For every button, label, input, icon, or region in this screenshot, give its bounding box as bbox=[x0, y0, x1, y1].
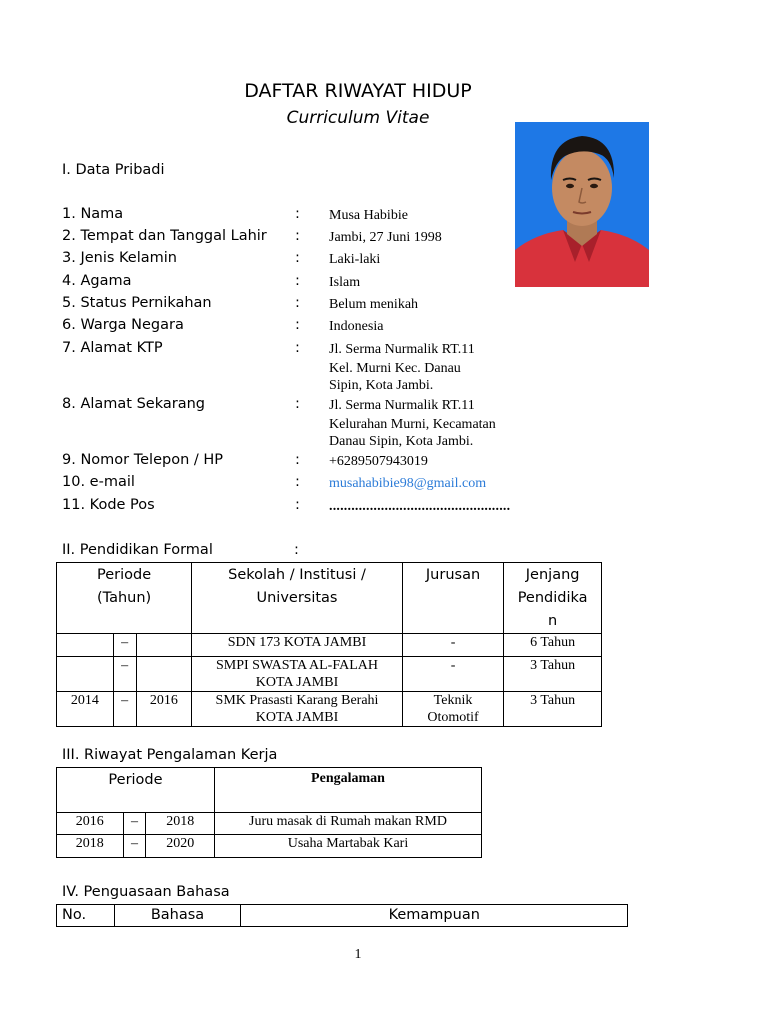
education-table bbox=[56, 562, 602, 727]
cell-experience: Juru masak di Rumah makan RMD bbox=[215, 813, 482, 835]
section-heading-language: IV. Penguasaan Bahasa bbox=[62, 884, 230, 900]
personal-row-name bbox=[62, 206, 562, 228]
table-row bbox=[57, 634, 602, 657]
personal-colon: : bbox=[295, 228, 300, 244]
personal-colon: : bbox=[295, 474, 300, 490]
header-text: Pendidika bbox=[517, 590, 588, 606]
header-cell-pengalaman bbox=[215, 768, 482, 813]
header-text: Periode bbox=[108, 772, 163, 788]
personal-row-ktp-address bbox=[62, 340, 562, 396]
email-link[interactable]: musahabibie98@gmail.com bbox=[329, 476, 487, 491]
cell-to bbox=[136, 657, 192, 692]
header-text: Jurusan bbox=[425, 567, 481, 583]
header-text: (Tahun) bbox=[96, 590, 152, 606]
personal-value: Laki-laki bbox=[329, 252, 381, 267]
personal-label: 7. Alamat KTP bbox=[62, 340, 163, 356]
personal-row-postal-code bbox=[62, 497, 562, 519]
cell-line: SDN 173 KOTA JAMBI bbox=[227, 635, 367, 650]
cell-major bbox=[402, 634, 503, 657]
personal-row-email bbox=[62, 474, 562, 496]
section-heading-personal: I. Data Pribadi bbox=[62, 162, 165, 178]
personal-row-religion bbox=[62, 273, 562, 295]
header-cell-bahasa: Bahasa bbox=[114, 905, 241, 927]
personal-label: 8. Alamat Sekarang bbox=[62, 396, 205, 412]
personal-colon: : bbox=[295, 497, 300, 513]
header-cell-kemampuan: Kemampuan bbox=[241, 905, 628, 927]
language-table bbox=[56, 904, 628, 927]
table-row bbox=[57, 657, 602, 692]
header-cell-no: No. bbox=[57, 905, 115, 927]
cell-to bbox=[136, 634, 192, 657]
personal-value: ................................................. bbox=[329, 499, 511, 514]
personal-value: Belum menikah bbox=[329, 297, 419, 312]
cell-line: SMPI SWASTA AL-FALAH bbox=[216, 658, 378, 673]
personal-value-line: Kel. Murni Kec. Danau bbox=[329, 361, 461, 376]
personal-row-gender bbox=[62, 250, 562, 272]
table-row bbox=[57, 692, 602, 727]
personal-label: 3. Jenis Kelamin bbox=[62, 250, 177, 266]
header-cell-jurusan bbox=[402, 563, 503, 634]
personal-value-line: Kelurahan Murni, Kecamatan bbox=[329, 417, 496, 432]
cell-dash: – bbox=[123, 835, 146, 858]
personal-label: 9. Nomor Telepon / HP bbox=[62, 452, 224, 468]
personal-colon: : bbox=[295, 250, 300, 266]
section-heading-education: II. Pendidikan Formal bbox=[62, 542, 213, 558]
header-cell-sekolah bbox=[192, 563, 403, 634]
header-text: Jenjang bbox=[525, 567, 580, 583]
cell-dash: – bbox=[123, 813, 146, 835]
personal-row-citizenship bbox=[62, 317, 562, 339]
cell-level: 3 Tahun bbox=[504, 692, 602, 727]
cell-dash: – bbox=[113, 657, 136, 692]
cell-from bbox=[57, 634, 114, 657]
header-cell-jenjang bbox=[504, 563, 602, 634]
personal-label: 2. Tempat dan Tanggal Lahir bbox=[62, 228, 267, 244]
table-header-row bbox=[57, 563, 602, 634]
header-text: n bbox=[548, 613, 558, 629]
personal-label: 4. Agama bbox=[62, 273, 132, 289]
personal-value-line: Jl. Serma Nurmalik RT.11 bbox=[329, 398, 475, 413]
header-cell-periode bbox=[57, 563, 192, 634]
personal-row-marital bbox=[62, 295, 562, 317]
cell-school bbox=[192, 634, 403, 657]
personal-label: 10. e-mail bbox=[62, 474, 135, 490]
personal-label: 11. Kode Pos bbox=[62, 497, 155, 513]
document-subtitle: Curriculum Vitae bbox=[286, 108, 430, 128]
personal-value-line: Sipin, Kota Jambi. bbox=[329, 378, 434, 393]
section-heading-education-colon: : bbox=[294, 542, 299, 558]
cell-line: - bbox=[450, 635, 456, 650]
cell-from: 2016 bbox=[57, 813, 124, 835]
table-row bbox=[57, 813, 482, 835]
personal-row-birth bbox=[62, 228, 562, 250]
cell-level: 3 Tahun bbox=[504, 657, 602, 692]
cell-line: Teknik bbox=[433, 693, 473, 708]
cell-from: 2014 bbox=[57, 692, 114, 727]
cell-line: KOTA JAMBI bbox=[255, 710, 339, 725]
personal-colon: : bbox=[295, 295, 300, 311]
header-text: Periode bbox=[97, 567, 152, 583]
cell-to: 2016 bbox=[136, 692, 192, 727]
table-header-row bbox=[57, 905, 628, 927]
cell-dash: – bbox=[113, 634, 136, 657]
personal-value-line: Jl. Serma Nurmalik RT.11 bbox=[329, 342, 475, 357]
personal-value: Musa Habibie bbox=[329, 208, 408, 223]
personal-value: Jambi, 27 Juni 1998 bbox=[329, 230, 442, 245]
cell-level: 6 Tahun bbox=[504, 634, 602, 657]
header-text: Pengalaman bbox=[311, 771, 385, 786]
cell-major bbox=[402, 692, 503, 727]
personal-value: +6289507943019 bbox=[329, 454, 428, 469]
personal-row-phone bbox=[62, 452, 562, 474]
cell-to: 2020 bbox=[146, 835, 215, 858]
cell-dash: – bbox=[113, 692, 136, 727]
personal-colon: : bbox=[295, 206, 300, 222]
table-header-row bbox=[57, 768, 482, 813]
personal-row-current-address bbox=[62, 396, 562, 452]
cell-school bbox=[192, 692, 403, 727]
cell-major bbox=[402, 657, 503, 692]
cell-from: 2018 bbox=[57, 835, 124, 858]
cell-experience: Usaha Martabak Kari bbox=[215, 835, 482, 858]
document-title: DAFTAR RIWAYAT HIDUP bbox=[244, 80, 472, 102]
page-number: 1 bbox=[354, 947, 362, 962]
work-table bbox=[56, 767, 482, 858]
header-text: Sekolah / Institusi / bbox=[228, 567, 366, 583]
cell-line: KOTA JAMBI bbox=[255, 675, 339, 690]
personal-colon: : bbox=[295, 273, 300, 289]
table-row bbox=[57, 835, 482, 858]
personal-colon: : bbox=[295, 317, 300, 333]
personal-label: 6. Warga Negara bbox=[62, 317, 184, 333]
personal-value-line: Danau Sipin, Kota Jambi. bbox=[329, 434, 474, 449]
cell-to: 2018 bbox=[146, 813, 215, 835]
cell-line: - bbox=[450, 658, 456, 673]
cell-line: SMK Prasasti Karang Berahi bbox=[215, 693, 379, 708]
personal-colon: : bbox=[295, 452, 300, 468]
personal-value: Islam bbox=[329, 275, 361, 290]
personal-label: 5. Status Pernikahan bbox=[62, 295, 212, 311]
header-cell-periode bbox=[57, 768, 215, 813]
personal-colon: : bbox=[295, 340, 300, 356]
personal-label: 1. Nama bbox=[62, 206, 124, 222]
personal-colon: : bbox=[295, 396, 300, 412]
cell-from bbox=[57, 657, 114, 692]
cell-line: Otomotif bbox=[427, 710, 479, 725]
section-heading-work: III. Riwayat Pengalaman Kerja bbox=[62, 747, 278, 763]
cell-school bbox=[192, 657, 403, 692]
header-text: Universitas bbox=[256, 590, 338, 606]
personal-value: Indonesia bbox=[329, 319, 384, 334]
